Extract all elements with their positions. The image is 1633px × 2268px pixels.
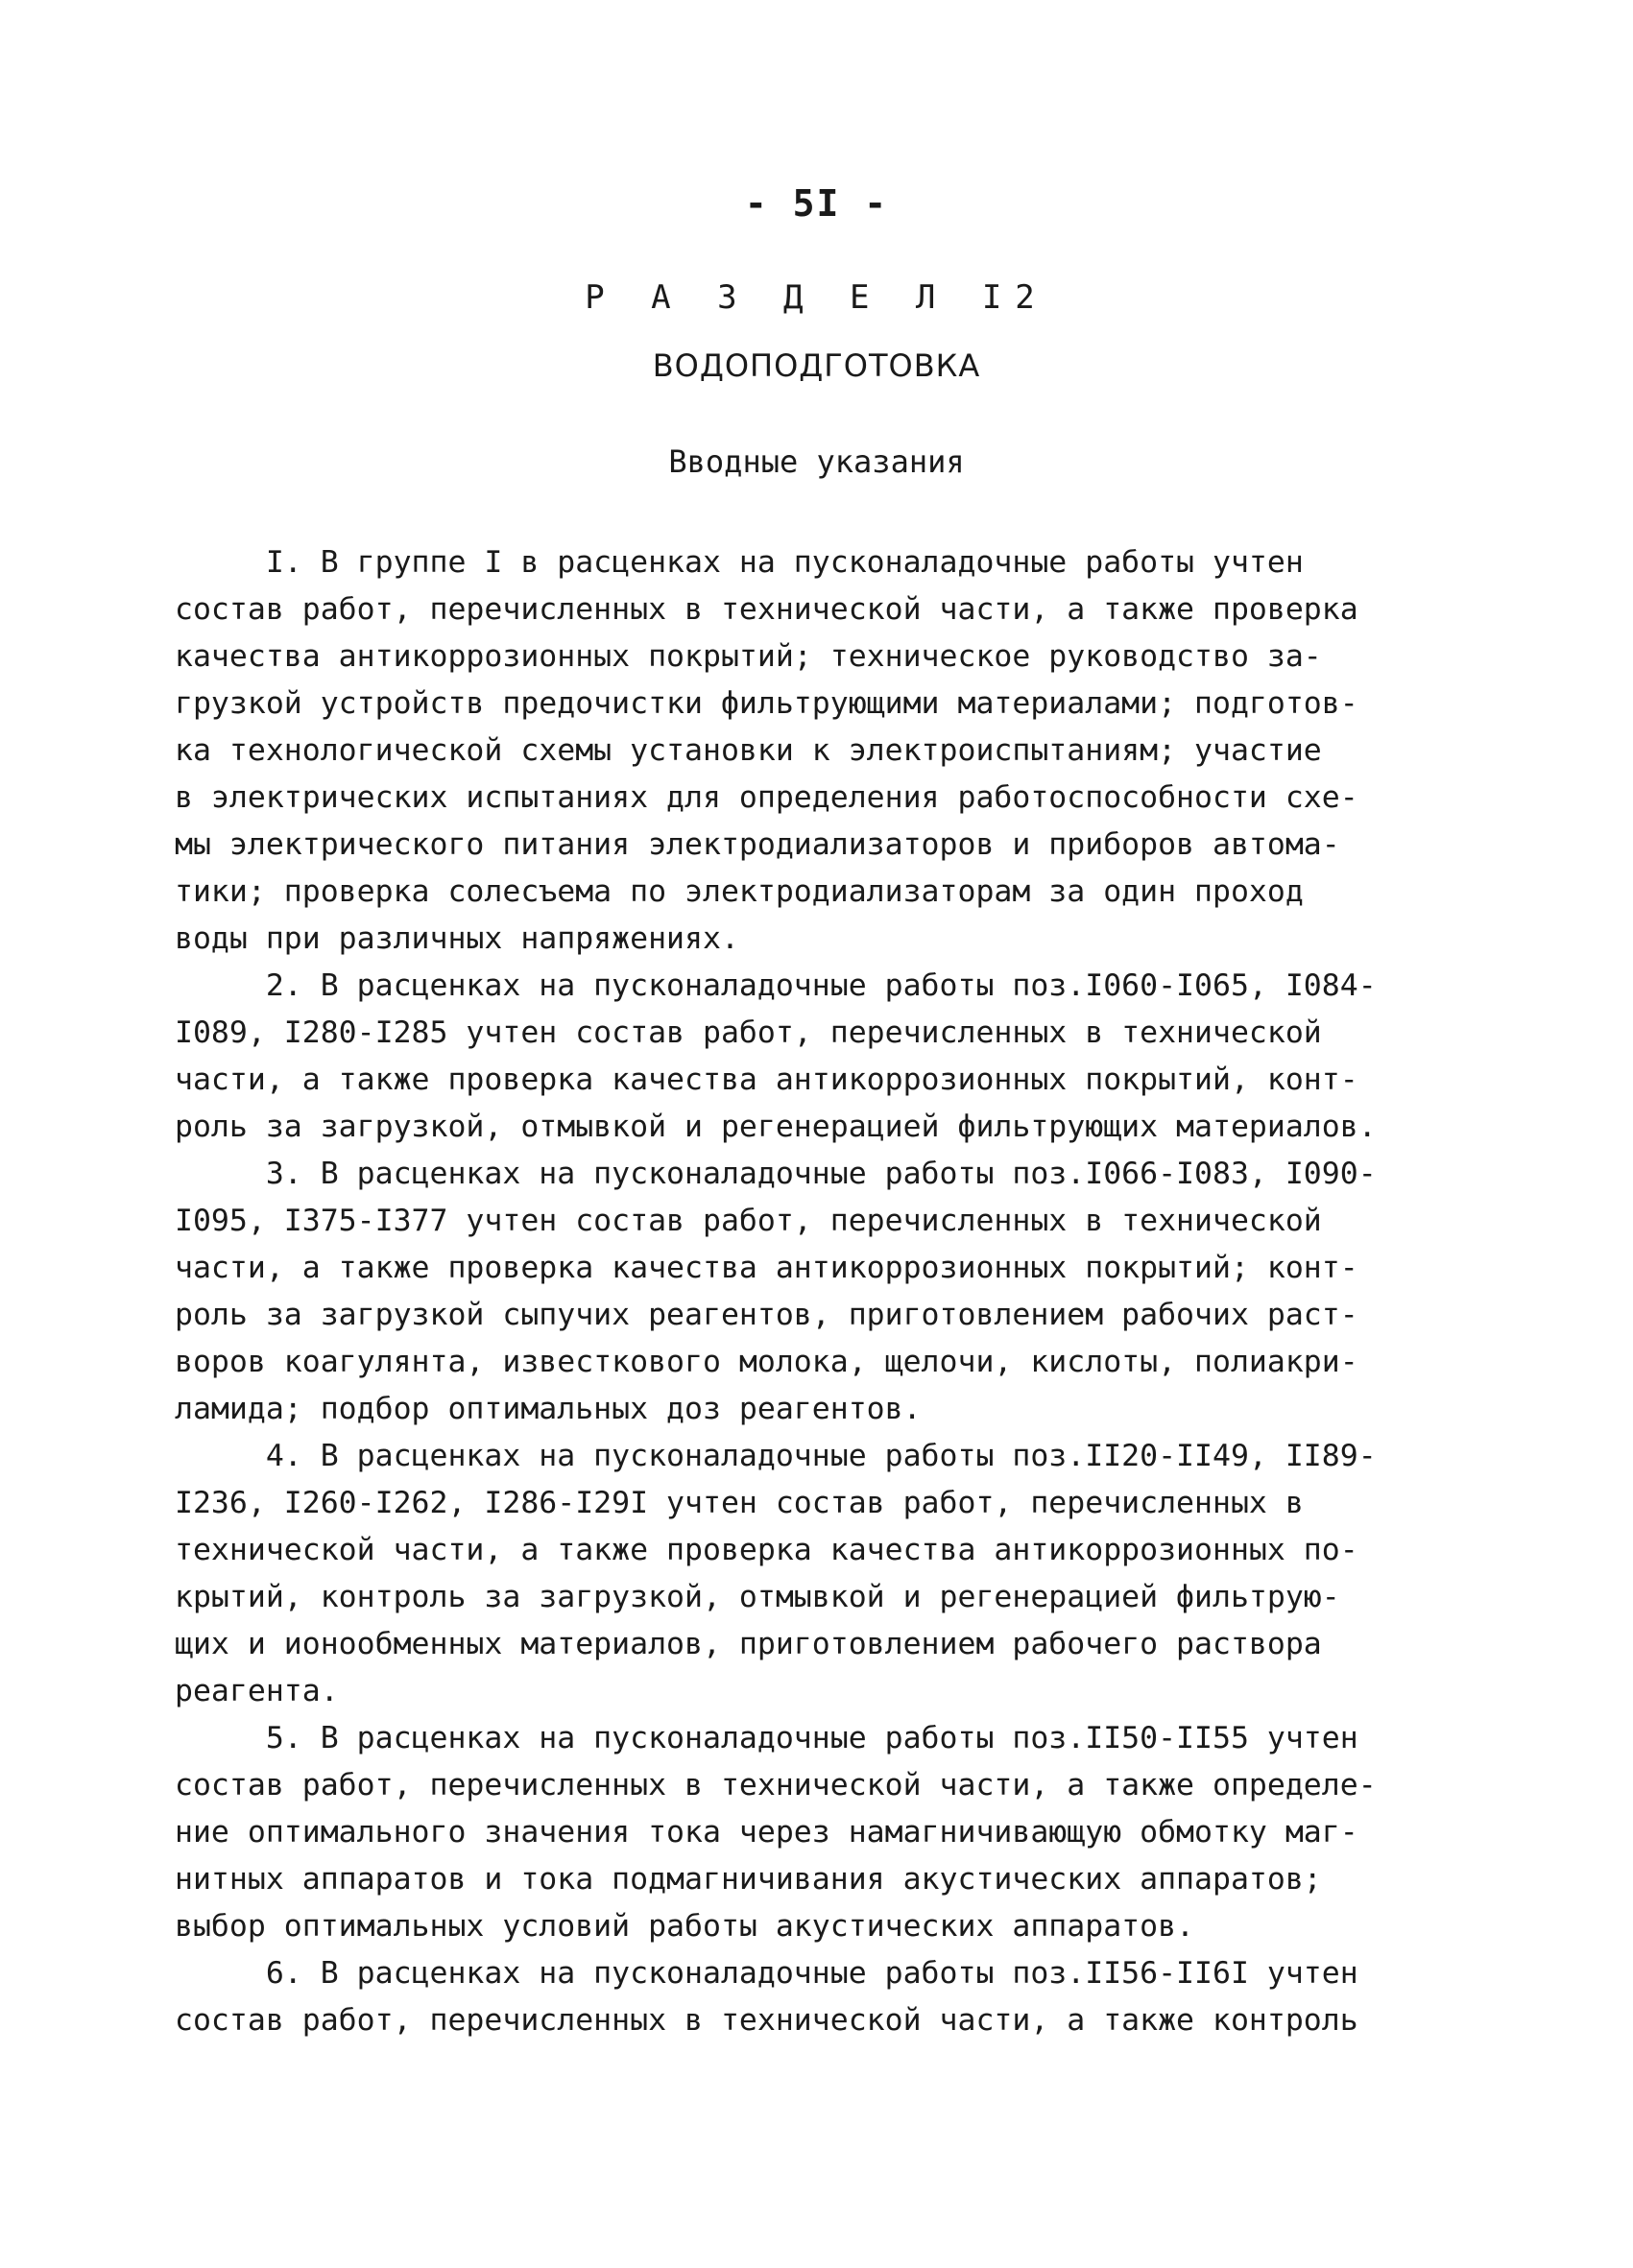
body-text <box>175 539 1480 2044</box>
text-line: воды при различных напряжениях. <box>175 921 739 956</box>
text-line: качества антикоррозионных покрытий; техническое руководство за- <box>175 639 1322 674</box>
text-line: 6. В расценках на пусконаладочные работы поз.II56-II6I учтен <box>175 1956 1358 1991</box>
text-line: тики; проверка солесъема по электродиализаторам за один проход <box>175 874 1304 909</box>
text-line: состав работ, перечисленных в технической части, а также контроль <box>175 2003 1358 2038</box>
text-line: состав работ, перечисленных в технической части, а также проверка <box>175 592 1358 627</box>
text-line: состав работ, перечисленных в технической части, а также определе- <box>175 1768 1377 1802</box>
text-line: ламида; подбор оптимальных доз реагентов. <box>175 1392 922 1426</box>
text-line: выбор оптимальных условий работы акустических аппаратов. <box>175 1909 1195 1944</box>
text-line: I236, I260-I262, I286-I29I учтен состав работ, перечисленных в <box>175 1486 1304 1520</box>
page-number: - 5I - <box>744 182 889 225</box>
section-heading: Р А З Д Е Л I2 <box>585 278 1048 317</box>
text-line: ка технологической схемы установки к электроиспытаниям; участие <box>175 733 1322 768</box>
text-line: I089, I280-I285 учтен состав работ, перечисленных в технической <box>175 1015 1322 1050</box>
text-line: части, а также проверка качества антикоррозионных покрытий, конт- <box>175 1062 1358 1097</box>
text-line: щих и ионообменных материалов, приготовлением рабочего раствора <box>175 1627 1322 1661</box>
text-line: роль за загрузкой, отмывкой и регенерацией фильтрующих материалов. <box>175 1110 1377 1144</box>
text-line: ние оптимального значения тока через намагничивающую обмотку маг- <box>175 1815 1358 1850</box>
text-line: 2. В расценках на пусконаладочные работы поз.I060-I065, I084- <box>175 968 1377 1003</box>
section-title: ВОДОПОДГОТОВКА <box>652 347 981 384</box>
text-line: в электрических испытаниях для определения работоспособности схе- <box>175 780 1358 815</box>
text-line: части, а также проверка качества антикоррозионных покрытий; конт- <box>175 1251 1358 1285</box>
text-line: I095, I375-I377 учтен состав работ, перечисленных в технической <box>175 1204 1322 1238</box>
text-line: реагента. <box>175 1674 339 1708</box>
intro-heading: Вводные указания <box>668 443 965 480</box>
text-line: грузкой устройств предочистки фильтрующими материалами; подготов- <box>175 686 1358 721</box>
text-line: крытий, контроль за загрузкой, отмывкой и регенерацией фильтрую- <box>175 1580 1340 1614</box>
text-line: 5. В расценках на пусконаладочные работы поз.II50-II55 учтен <box>175 1721 1358 1755</box>
text-line: роль за загрузкой сыпучих реагентов, приготовлением рабочих раст- <box>175 1298 1358 1332</box>
text-line: технической части, а также проверка качества антикоррозионных по- <box>175 1533 1358 1567</box>
text-line: нитных аппаратов и тока подмагничивания акустических аппаратов; <box>175 1862 1322 1897</box>
text-line: воров коагулянта, известкового молока, щелочи, кислоты, полиакри- <box>175 1345 1358 1379</box>
text-line: 3. В расценках на пусконаладочные работы поз.I066-I083, I090- <box>175 1157 1377 1191</box>
text-line: мы электрического питания электродиализаторов и приборов автома- <box>175 827 1340 862</box>
text-line: 4. В расценках на пусконаладочные работы поз.II20-II49, II89- <box>175 1439 1377 1473</box>
text-line: I. В группе I в расценках на пусконаладочные работы учтен <box>175 545 1304 580</box>
